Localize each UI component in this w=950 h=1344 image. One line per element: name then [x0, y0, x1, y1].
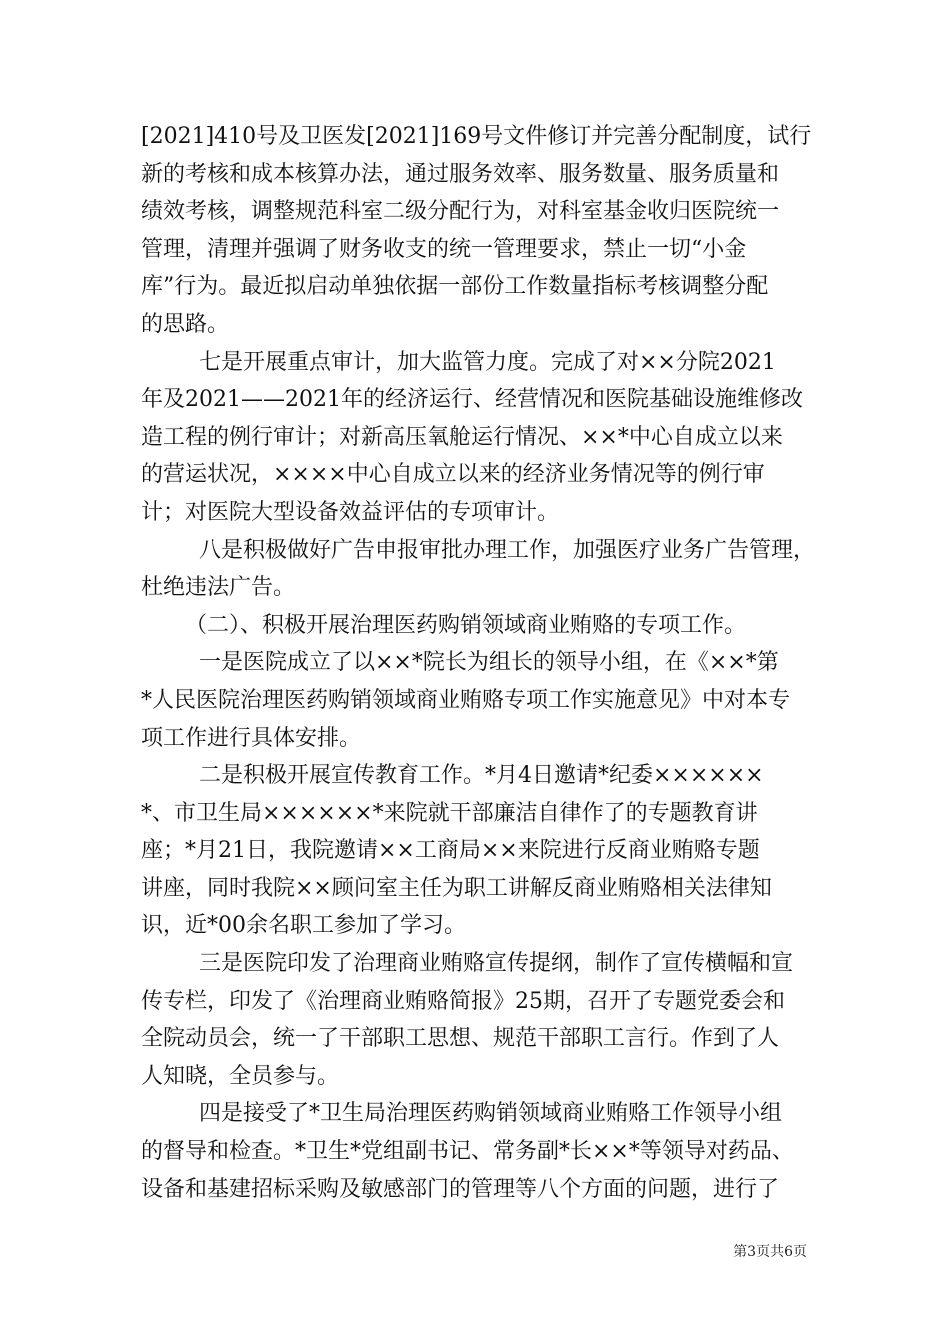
text-line: 项工作进行具体安排。 [141, 725, 362, 751]
paragraph-start-line: 三是医院印发了治理商业贿赂宣传提纲，制作了宣传横幅和宣 [199, 951, 794, 977]
text-line: 设备和基建招标采购及敏感部门的管理等八个方面的问题，进行了 [141, 1176, 780, 1202]
text-line: 座；*月21日，我院邀请××工商局××来院进行反商业贿赂专题 [141, 838, 760, 864]
paragraph-start-line: 八是积极做好广告申报审批办理工作，加强医疗业务广告管理， [199, 537, 816, 563]
page-number: 第3页共6页 [733, 1244, 807, 1260]
text-line: 新的考核和成本核算办法，通过服务效率、服务数量、服务质量和 [141, 161, 780, 187]
text-line: 的思路。 [141, 311, 230, 337]
text-line: 管理，清理并强调了财务收支的统一管理要求，禁止一切“小金 [141, 236, 747, 262]
text-line: 的督导和检查。*卫生*党组副书记、常务副*长××*等领导对药品、 [141, 1139, 794, 1165]
section-heading: （二）、积极开展治理医药购销领域商业贿赂的专项工作。 [185, 612, 747, 638]
text-line: 识，近*00余名职工参加了学习。 [141, 913, 466, 939]
paragraph-start-line: 七是开展重点审计，加大监管力度。完成了对××分院2021 [199, 349, 776, 375]
text-line: 杜绝违法广告。 [141, 575, 296, 601]
text-line: 库”行为。最近拟启动单独依据一部份工作数量指标考核调整分配 [141, 274, 769, 300]
text-line: 计；对医院大型设备效益评估的专项审计。 [141, 499, 560, 525]
text-line: [2021]410号及卫医发[2021]169号文件修订并完善分配制度，试行 [141, 124, 812, 149]
text-line: 人知晓，全员参与。 [141, 1063, 340, 1089]
text-line: 讲座，同时我院××顾问室主任为职工讲解反商业贿赂相关法律知 [141, 875, 772, 901]
text-line: 绩效考核，调整规范科室二级分配行为，对科室基金收归医院统一 [141, 199, 780, 225]
document-body [141, 118, 816, 1208]
text-line: *人民医院治理医药购销领域商业贿赂专项工作实施意见》中对本专 [141, 687, 791, 713]
text-line: 造工程的例行审计；对新高压氧舱运行情况、××*中心自成立以来 [141, 424, 783, 450]
text-line: 年及2021——2021年的经济运行、经营情况和医院基础设施维修改 [141, 387, 803, 413]
paragraph-start-line: 二是积极开展宣传教育工作。*月4日邀请*纪委×××××× [199, 763, 764, 789]
paragraph-start-line: 一是医院成立了以××*院长为组长的领导小组，在《××*第 [199, 650, 779, 676]
text-line: *、市卫生局××××××*来院就干部廉洁自律作了的专题教育讲 [141, 800, 758, 826]
text-line: 全院动员会，统一了干部职工思想、规范干部职工言行。作到了人 [141, 1026, 780, 1052]
text-line: 传专栏，印发了《治理商业贿赂简报》25期，召开了专题党委会和 [141, 988, 785, 1014]
paragraph-start-line: 四是接受了*卫生局治理医药购销领域商业贿赂工作领导小组 [199, 1101, 783, 1127]
text-line: 的营运状况，××××中心自成立以来的经济业务情况等的例行审 [141, 462, 765, 488]
